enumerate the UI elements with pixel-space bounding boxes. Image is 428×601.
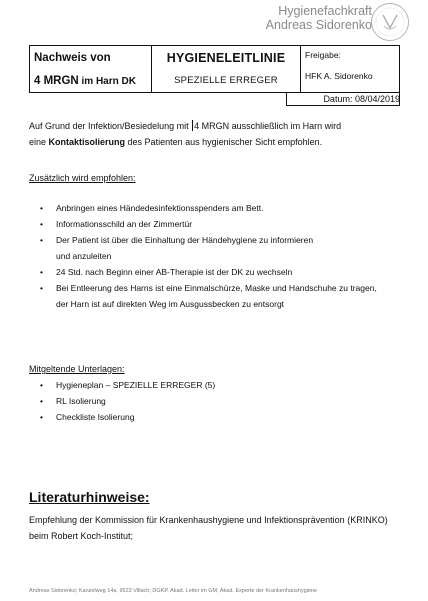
list-item-continuation: und anzuleiten [56,251,112,261]
title-table-right-cell [301,46,399,92]
literature-line-1: Empfehlung der Kommission für Krankenhaushygiene und Infektionsprävention (KRINKO) [29,515,388,525]
list-item [40,377,215,393]
recommended-list [40,200,377,312]
title-table [29,45,400,93]
intro-line-2-a: eine [29,137,49,147]
documents-heading: Mitgeltende Unterlagen: [29,364,125,374]
intro-paragraph [29,118,341,150]
list-item-text: Informationsschild an der Zimmertür [56,219,193,229]
list-item [40,264,377,280]
list-item [40,393,215,409]
list-item-text: Checkliste Isolierung [56,412,135,422]
list-item [40,232,377,264]
list-item [40,200,377,216]
page-footer: Andreas Sidorenko; Kanzelweg 14a, 9523 Villach; DGKP, Akad. Leiter im GM, Akad. Experte der Krankenhaushygiene [29,588,318,594]
evidence-label: Nachweis von [34,52,111,64]
list-item-continuation: der Harn ist auf direkten Weg im Ausgussbecken zu entsorgt [56,299,285,309]
list-item-text: 24 Std. nach Beginn einer AB-Therapie ist der DK zu wechseln [56,267,293,277]
pathogen-label [34,74,147,89]
list-item [40,216,377,232]
list-item-text: RL Isolierung [56,396,106,406]
intro-line-2-b: des Patienten aus hygienischer Sicht empfohlen. [125,137,323,147]
list-item [40,280,377,312]
recommended-heading: Zusätzlich wird empfohlen: [29,173,136,183]
brand-seal-logo [370,2,410,42]
title-table-center-cell [152,46,301,92]
list-item [40,409,215,425]
pathogen-location: im Harn DK [78,76,136,87]
literature-line-2: beim Robert Koch-Institut; [29,531,134,541]
document-date: Datum: 08/04/2019 [323,94,400,104]
intro-line-1 [29,118,341,134]
list-item-text: Der Patient ist über die Einhaltung der Händehygiene zu informieren [56,235,314,245]
text-cursor [192,120,193,131]
literature-paragraph [29,512,388,544]
intro-line-2-bold: Kontaktisolierung [48,137,126,147]
document-title: HYGIENELEITLINIE [166,51,286,65]
pathogen-name: 4 MRGN [34,75,79,87]
documents-list [40,377,215,425]
list-item-text: Anbringen eines Händedesinfektionsspenders am Bett. [56,203,264,213]
brand-line-1: Hygienefachkraft [278,4,372,18]
title-table-left-cell [30,46,152,92]
brand-block [266,4,372,32]
list-item-text: Bei Entleerung des Harns ist eine Einmalschürze, Maske und Handschuhe zu tragen, [56,283,377,293]
brand-line-2: Andreas Sidorenko [265,18,372,32]
literature-heading: Literaturhinweise: [29,489,150,505]
intro-line-2 [29,134,341,150]
approval-value: HFK A. Sidorenko [305,71,373,81]
list-item-text: Hygieneplan – SPEZIELLE ERREGER (5) [56,380,216,390]
document-subtitle: SPEZIELLE ERREGER [174,75,278,86]
approval-label: Freigabe: [305,50,341,60]
intro-line-1-b: 4 MRGN ausschließlich im Harn wird [194,121,342,131]
intro-line-1-a: Auf Grund der Infektion/Besiedelung mit [29,121,192,131]
